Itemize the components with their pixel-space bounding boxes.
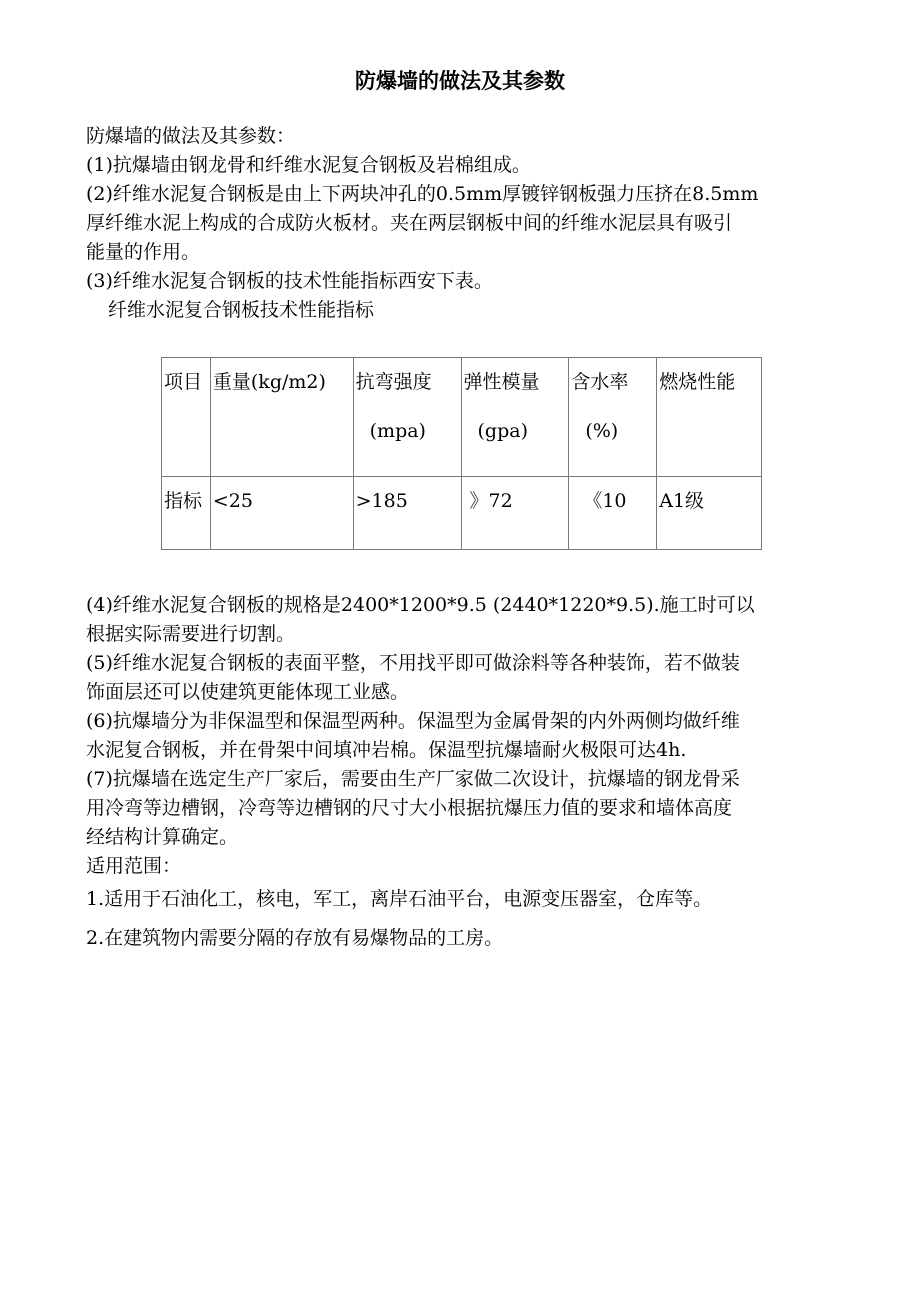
table-caption: 纤维水泥复合钢板技术性能指标	[108, 299, 375, 321]
intro-line: 防爆墙的做法及其参数：	[86, 125, 296, 147]
header-cell-moisture: 含水率 (%)	[569, 358, 657, 477]
body-section	[86, 591, 846, 881]
body-line: (6)抗爆墙分为非保温型和保温型两种。保温型为金属骨架的内外两侧均做纤维	[86, 710, 740, 732]
body-line: (4)纤维水泥复合钢板的规格是2400*1200*9.5 (2440*1220*9.5).施工时可以	[86, 594, 755, 616]
header-cell-bending: 抗弯强度 (mpa)	[353, 358, 461, 477]
header-cell-item: 项目	[162, 358, 211, 477]
body-line: 用冷弯等边槽钢，冷弯等边槽钢的尺寸大小根据抗爆压力值的要求和墙体高度	[86, 797, 733, 819]
spec-table	[161, 357, 762, 550]
cell-item: 指标	[162, 477, 211, 550]
body-line: (5)纤维水泥复合钢板的表面平整，不用找平即可做涂料等各种装饰，若不做装	[86, 652, 740, 674]
header-unit-bending: (mpa)	[369, 420, 426, 442]
scope-heading: 适用范围：	[86, 855, 182, 877]
scope-item: 1.适用于石油化工，核电，军工，离岸石油平台，电源变压器室，仓库等。	[86, 888, 713, 910]
intro-line: 能量的作用。	[86, 241, 201, 263]
body-line: 水泥复合钢板，并在骨架中间填冲岩棉。保温型抗爆墙耐火极限可达4h.	[86, 739, 687, 761]
body-line: 根据实际需要进行切割。	[86, 623, 296, 645]
body-line: 经结构计算确定。	[86, 826, 239, 848]
cell-burning: A1级	[657, 477, 762, 550]
cell-weight: <25	[210, 477, 353, 550]
cell-moisture: 《10	[569, 477, 657, 550]
body-line: (7)抗爆墙在选定生产厂家后，需要由生产厂家做二次设计，抗爆墙的钢龙骨采	[86, 768, 740, 790]
header-cell-modulus: 弹性模量 (gpa)	[461, 358, 569, 477]
intro-line: (3)纤维水泥复合钢板的技术性能指标西安下表。	[86, 270, 493, 292]
header-unit-moisture: (%)	[585, 420, 619, 442]
cell-modulus: 》72	[461, 477, 569, 550]
header-cell-weight: 重量(kg/m2)	[210, 358, 353, 477]
body-line: 饰面层还可以使建筑更能体现工业感。	[86, 681, 410, 703]
document-title: 防爆墙的做法及其参数	[355, 69, 565, 93]
intro-line: (1)抗爆墙由钢龙骨和纤维水泥复合钢板及岩棉组成。	[86, 154, 531, 176]
cell-bending: >185	[353, 477, 461, 550]
intro-line: 厚纤维水泥上构成的合成防火板材。夹在两层钢板中间的纤维水泥层具有吸引	[86, 212, 733, 234]
intro-section	[86, 122, 846, 325]
header-cell-burning: 燃烧性能	[657, 358, 762, 477]
scope-item: 2.在建筑物内需要分隔的存放有易爆物品的工房。	[86, 927, 504, 949]
table-header-row	[162, 358, 762, 477]
intro-line: (2)纤维水泥复合钢板是由上下两块冲孔的0.5mm厚镀锌钢板强力压挤在8.5mm	[86, 183, 759, 205]
header-unit-modulus: (gpa)	[477, 420, 528, 442]
table-row	[162, 477, 762, 550]
